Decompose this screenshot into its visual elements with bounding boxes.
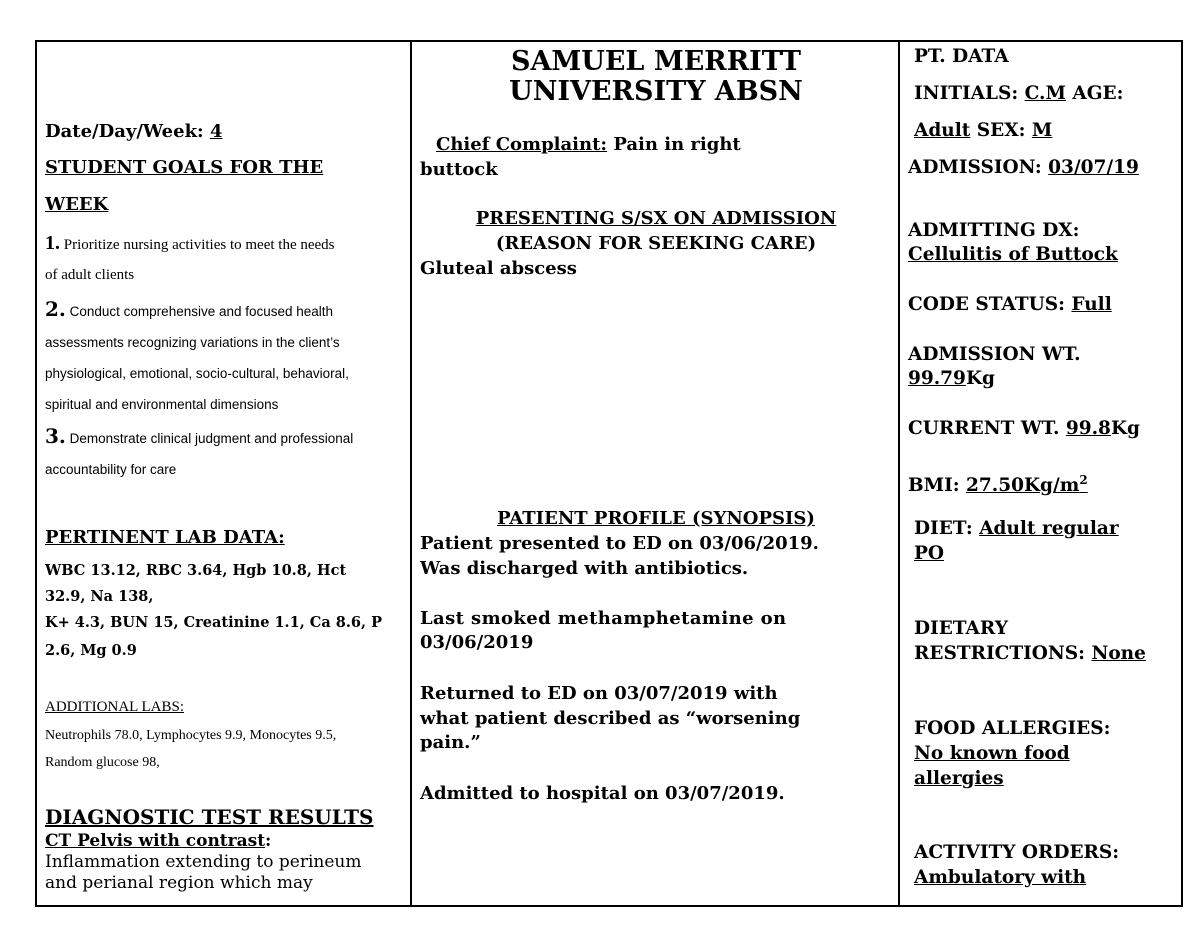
profile-p3-line2: what patient described as “worsening	[420, 708, 801, 729]
code-status: CODE STATUS: Full	[908, 294, 1112, 315]
goal-2-line2: assessments recognizing variations in the client’s	[45, 335, 340, 350]
ct-result-line1: Inflammation extending to perineum	[45, 852, 362, 872]
right-column	[900, 42, 1181, 905]
admission-wt-label: ADMISSION WT.	[908, 344, 1081, 365]
profile-p2-line1: Last smoked methamphetamine on	[420, 608, 787, 629]
goal-1: 1. Prioritize nursing activities to meet the needs	[45, 232, 335, 254]
lab-line-3: K+ 4.3, BUN 15, Creatinine 1.1, Ca 8.6, P	[45, 614, 383, 631]
goal-1-line2: of adult clients	[45, 267, 135, 283]
presenting-subtitle: (REASON FOR SEEKING CARE)	[495, 233, 817, 254]
goals-title-line2: WEEK	[45, 194, 109, 215]
current-wt: CURRENT WT. 99.8Kg	[908, 418, 1140, 439]
dietary-restrictions-label: DIETARY	[914, 618, 1008, 639]
activity-orders-value: Ambulatory with	[914, 867, 1087, 888]
ct-result-line2: and perianal region which may	[45, 873, 313, 893]
profile-p2-line2: 03/06/2019	[420, 632, 534, 653]
goal-3-line2: accountability for care	[45, 462, 177, 477]
diet-line2: PO	[914, 543, 945, 564]
lab-title: PERTINENT LAB DATA:	[45, 527, 285, 548]
food-allergies-line2: allergies	[914, 768, 1004, 789]
additional-labs-line2: Random glucose 98,	[45, 755, 160, 770]
care-plan-sheet	[35, 40, 1183, 907]
goals-title-line1: STUDENT GOALS FOR THE	[45, 157, 324, 178]
age-sex: Adult SEX: M	[914, 120, 1053, 141]
goal-2-line4: spiritual and environmental dimensions	[45, 397, 279, 412]
chief-complaint: Chief Complaint: Pain in right	[436, 134, 741, 155]
chief-complaint-line2: buttock	[420, 159, 498, 180]
admitting-dx-label: ADMITTING DX:	[908, 220, 1080, 241]
middle-column	[412, 42, 900, 905]
profile-p3-line3: pain.”	[420, 732, 481, 753]
lab-line-4: 2.6, Mg 0.9	[45, 642, 137, 659]
bmi: BMI: $27.50Kg/m^2$	[908, 473, 1088, 497]
admission-wt-value: 99.79Kg	[908, 368, 995, 389]
food-allergies-label: FOOD ALLERGIES:	[914, 718, 1111, 739]
profile-p3-line1: Returned to ED on 03/07/2019 with	[420, 683, 778, 704]
presenting-title: PRESENTING S/SX ON ADMISSION	[475, 208, 837, 229]
additional-labs-title: ADDITIONAL LABS:	[45, 699, 185, 715]
profile-p4: Admitted to hospital on 03/07/2019.	[420, 783, 785, 804]
activity-orders-label: ACTIVITY ORDERS:	[914, 842, 1120, 863]
school-title-line2: UNIVERSITY ABSN	[509, 76, 803, 107]
profile-p1-line2: Was discharged with antibiotics.	[420, 558, 749, 579]
initials-age: INITIALS: C.M AGE:	[914, 83, 1124, 104]
goal-2: 2. Conduct comprehensive and focused health	[45, 297, 334, 321]
profile-title: PATIENT PROFILE (SYNOPSIS)	[497, 508, 815, 529]
goal-2-line3: physiological, emotional, socio-cultural, behavioral,	[45, 366, 349, 381]
left-column	[37, 42, 412, 905]
admitting-dx-value: Cellulitis of Buttock	[908, 244, 1118, 265]
pt-data-heading: PT. DATA	[914, 46, 1009, 67]
goal-3: 3. Demonstrate clinical judgment and professional	[45, 424, 354, 448]
school-title-line1: SAMUEL MERRITT	[510, 46, 802, 77]
admission-date: ADMISSION: 03/07/19	[908, 157, 1139, 178]
date-day-week: Date/Day/Week: 4	[45, 121, 223, 142]
food-allergies-line1: No known food	[914, 743, 1070, 764]
profile-p1-line1: Patient presented to ED on 03/06/2019.	[420, 533, 819, 554]
week-value: 4	[209, 121, 223, 142]
dietary-restrictions: RESTRICTIONS: None	[914, 643, 1146, 664]
lab-line-2: 32.9, Na 138,	[45, 588, 154, 605]
diagnostic-title: DIAGNOSTIC TEST RESULTS	[45, 805, 374, 829]
diet: DIET: Adult regular	[914, 518, 1119, 539]
lab-line-1: WBC 13.12, RBC 3.64, Hgb 10.8, Hct	[45, 562, 347, 579]
presenting-value: Gluteal abscess	[420, 258, 577, 279]
additional-labs-line1: Neutrophils 78.0, Lymphocytes 9.9, Monocytes 9.5,	[45, 728, 337, 743]
ct-pelvis-label: CT Pelvis with contrast:	[45, 831, 272, 851]
